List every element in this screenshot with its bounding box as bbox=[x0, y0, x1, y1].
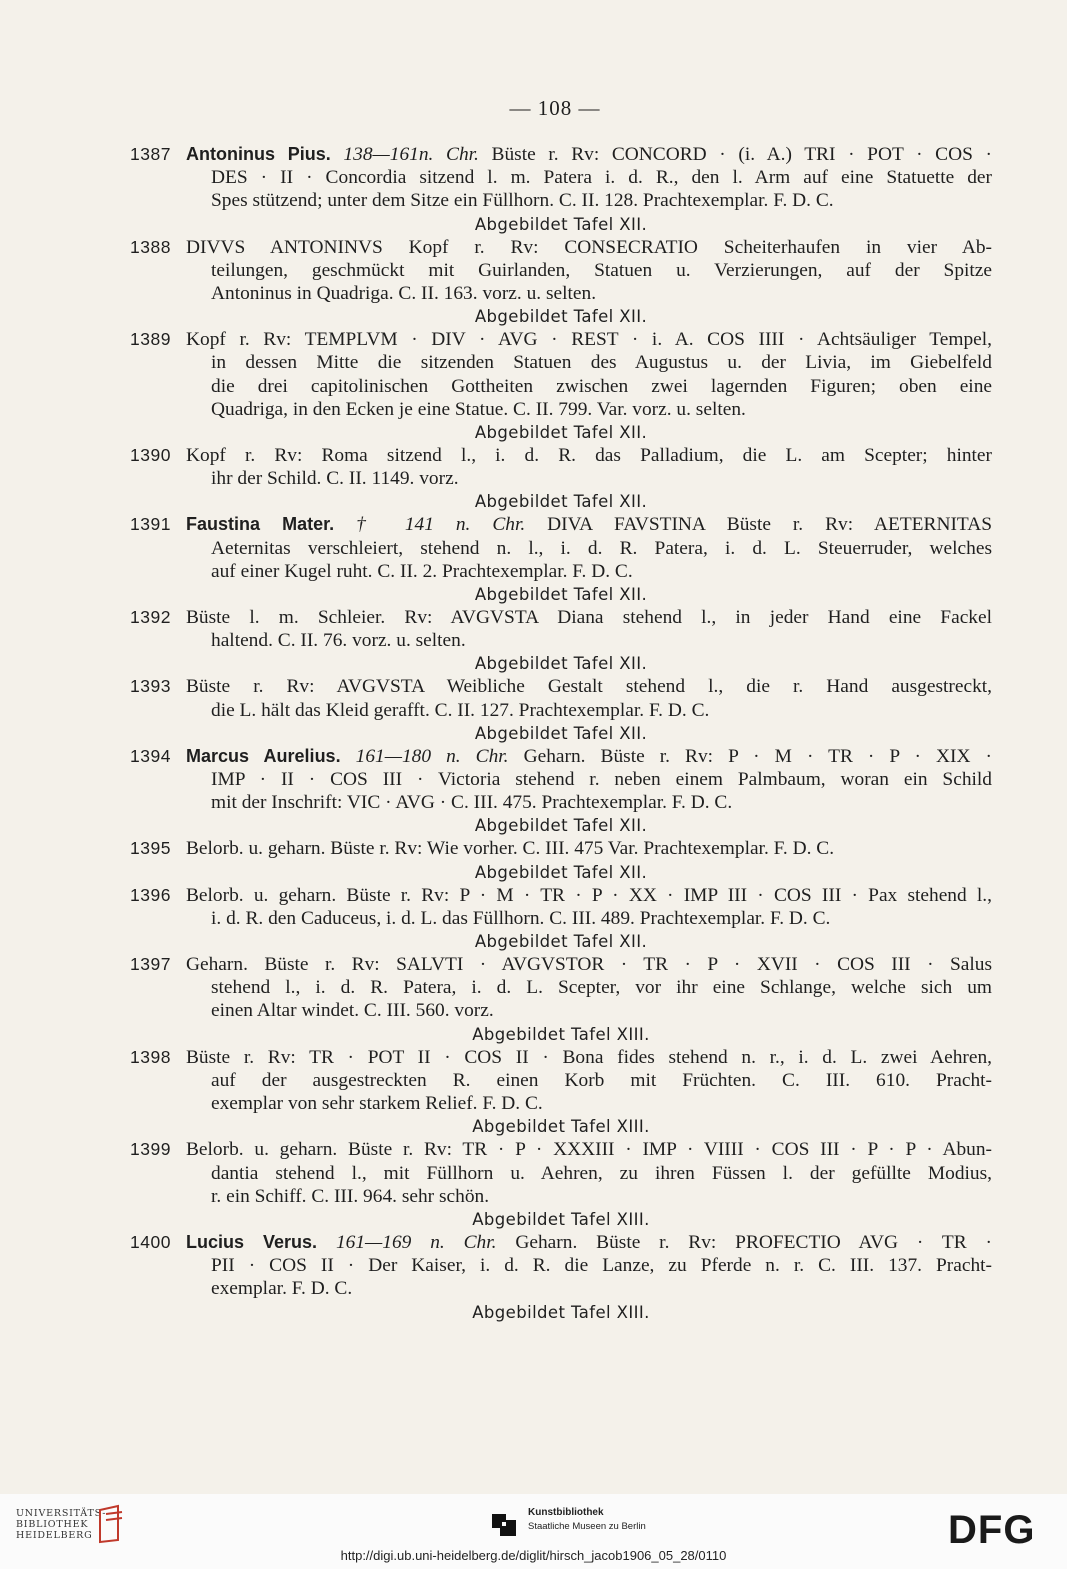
kb-subtitle: Staatliche Museen zu Berlin bbox=[528, 1521, 646, 1532]
entry-line: exemplar von sehr starkem Relief. F. D. C. bbox=[211, 1093, 543, 1115]
entry-line: DIVVS ANTONINVS Kopf r. Rv: CONSECRATIO Scheiterhaufen in vier Ab- bbox=[186, 236, 992, 258]
entry-line: ihr der Schild. C. II. 1149. vorz. bbox=[211, 468, 459, 490]
entry-line bbox=[186, 143, 992, 166]
plate-reference: Abgebildet Tafel XIII. bbox=[472, 1117, 650, 1137]
entry-number: 1395 bbox=[130, 838, 171, 859]
entry-number: 1392 bbox=[130, 607, 171, 628]
entry-line bbox=[186, 1231, 992, 1254]
entry-number: 1388 bbox=[130, 236, 171, 257]
plate-reference: Abgebildet Tafel XII. bbox=[474, 816, 648, 836]
entry-text: Geharn. Büste r. Rv: PROFECTIO AVG · TR · bbox=[515, 1231, 992, 1253]
catalogue-entry bbox=[130, 513, 992, 606]
heidelberg-library-logo[interactable] bbox=[16, 1508, 106, 1541]
entry-number: 1391 bbox=[130, 514, 171, 535]
entry-line: auf der ausgestreckten R. einen Korb mit Früchten. C. III. 610. Pracht- bbox=[211, 1069, 992, 1091]
entry-number: 1396 bbox=[130, 884, 171, 905]
footer-bar bbox=[0, 1494, 1067, 1569]
catalogue-text bbox=[130, 143, 992, 1324]
entry-number: 1398 bbox=[130, 1046, 171, 1067]
ruler-name: Lucius Verus. bbox=[186, 1231, 318, 1252]
entry-number: 1393 bbox=[130, 676, 171, 697]
entry-line: Belorb. u. geharn. Büste r. Rv: Wie vorher. C. III. 475 Var. Prachtexemplar. F. D. C. bbox=[186, 838, 835, 860]
plate-reference: Abgebildet Tafel XII. bbox=[474, 654, 648, 674]
catalogue-entry bbox=[130, 675, 992, 744]
entry-line bbox=[186, 745, 992, 768]
plate-reference: Abgebildet Tafel XII. bbox=[474, 862, 648, 882]
entry-number: 1397 bbox=[130, 954, 171, 975]
entry-line: Quadriga, in den Ecken je eine Statue. C. II. 799. Var. vorz. u. selten. bbox=[211, 398, 746, 420]
entry-line: in dessen Mitte die sitzenden Statuen des Augustus u. der Livia, im Giebelfeld bbox=[211, 352, 992, 374]
entry-line bbox=[186, 513, 992, 536]
plate-reference: Abgebildet Tafel XIII. bbox=[472, 1024, 650, 1044]
ruler-name: Antoninus Pius. bbox=[186, 144, 331, 164]
entry-line: auf einer Kugel ruht. C. II. 2. Prachtexemplar. F. D. C. bbox=[211, 560, 633, 582]
entry-line: r. ein Schiff. C. III. 964. sehr schön. bbox=[211, 1185, 490, 1207]
catalogue-entry bbox=[130, 884, 992, 953]
plate-reference: Abgebildet Tafel XII. bbox=[474, 307, 648, 327]
logo-text: UNIVERSITÄTS- bbox=[16, 1508, 107, 1519]
ruler-date: 161—180 n. Chr. bbox=[355, 745, 509, 767]
entry-line: DES · II · Concordia sitzend l. m. Patera i. d. R., den l. Arm auf eine Statuette der bbox=[211, 167, 992, 189]
entry-text: Geharn. Büste r. Rv: P · M · TR · P · XIX · bbox=[523, 745, 992, 767]
catalogue-entry bbox=[130, 837, 992, 883]
entry-number: 1394 bbox=[130, 745, 171, 766]
ruler-name: Faustina Mater. bbox=[186, 514, 335, 535]
entry-line: haltend. C. II. 76. vorz. u. selten. bbox=[211, 630, 466, 652]
page-number: — 108 — bbox=[509, 96, 601, 120]
entry-text: DIVA FAVSTINA Büste r. Rv: AETERNITAS bbox=[547, 514, 992, 536]
catalogue-entry bbox=[130, 1138, 992, 1231]
entry-line: Aeternitas verschleiert, stehend n. l., i. d. R. Patera, i. d. L. Steuerruder, welches bbox=[211, 537, 992, 559]
entry-line: die drei capitolinischen Gottheiten zwischen zwei lagernden Figuren; oben eine bbox=[211, 375, 992, 397]
source-url-link[interactable]: http://digi.ub.uni-heidelberg.de/diglit/hirsch_jacob1906_05_28/0110 bbox=[340, 1548, 727, 1563]
logo-text: HEIDELBERG bbox=[16, 1530, 93, 1541]
entry-number: 1387 bbox=[130, 144, 171, 164]
entry-line: Büste r. Rv: TR · POT II · COS II · Bona fides stehend n. r., i. d. L. zwei Aehren, bbox=[186, 1046, 992, 1068]
catalogue-entry bbox=[130, 606, 992, 675]
kunstbibliothek-icon bbox=[490, 1508, 520, 1538]
plate-reference: Abgebildet Tafel XIII. bbox=[472, 1302, 650, 1322]
plate-reference: Abgebildet Tafel XII. bbox=[474, 423, 648, 443]
entry-text: Büste r. Rv: CONCORD · (i. A.) TRI · POT · COS · bbox=[491, 144, 992, 165]
entry-number: 1400 bbox=[130, 1231, 171, 1252]
dfg-logo[interactable]: DFG bbox=[948, 1508, 1036, 1552]
entry-line: mit der Inschrift: VIC · AVG · C. III. 475. Prachtexemplar. F. D. C. bbox=[211, 792, 733, 814]
ruler-date: 161—169 n. Chr. bbox=[335, 1231, 497, 1253]
catalogue-entry bbox=[130, 1231, 992, 1324]
entry-line: Belorb. u. geharn. Büste r. Rv: TR · P · XXXIII · IMP · VIIII · COS III · P · P · Abun- bbox=[186, 1139, 992, 1161]
plate-reference: Abgebildet Tafel XII. bbox=[474, 214, 648, 234]
catalogue-entry bbox=[130, 953, 992, 1046]
ruler-name: Marcus Aurelius. bbox=[186, 745, 341, 766]
entry-number: 1389 bbox=[130, 329, 171, 350]
entry-line: Kopf r. Rv: TEMPLVM · DIV · AVG · REST · i. A. COS IIII · Achtsäuliger Tempel, bbox=[186, 329, 992, 351]
entry-line: Büste l. m. Schleier. Rv: AVGVSTA Diana stehend l., in jeder Hand eine Fackel bbox=[186, 607, 992, 629]
plate-reference: Abgebildet Tafel XII. bbox=[474, 723, 648, 743]
entry-line: IMP · II · COS III · Victoria stehend r. neben einem Palmbaum, woran ein Schild bbox=[211, 769, 992, 791]
entry-number: 1399 bbox=[130, 1139, 171, 1160]
entry-line: die L. hält das Kleid gerafft. C. II. 127. Prachtexemplar. F. D. C. bbox=[211, 699, 710, 721]
plate-reference: Abgebildet Tafel XII. bbox=[474, 492, 648, 512]
logo-text: BIBLIOTHEK bbox=[16, 1519, 89, 1530]
entry-line: dantia stehend l., mit Füllhorn u. Aehren, zu ihren Füssen l. der gefüllte Modius, bbox=[211, 1162, 992, 1184]
plate-reference: Abgebildet Tafel XII. bbox=[474, 932, 648, 952]
entry-line: exemplar. F. D. C. bbox=[211, 1278, 353, 1300]
entry-line: PII · COS II · Der Kaiser, i. d. R. die Lanze, zu Pferde n. r. C. III. 137. Pracht- bbox=[211, 1255, 992, 1277]
catalogue-entry bbox=[130, 328, 992, 444]
ruler-date: 138—161n. Chr. bbox=[343, 144, 479, 165]
entry-line: einen Altar windet. C. III. 560. vorz. bbox=[211, 1000, 494, 1022]
entry-line: i. d. R. den Caduceus, i. d. L. das Füllhorn. C. III. 489. Prachtexemplar. F. D. C. bbox=[211, 907, 831, 929]
entry-line: Büste r. Rv: AVGVSTA Weibliche Gestalt stehend l., die r. Hand ausgestreckt, bbox=[186, 676, 992, 698]
plate-reference: Abgebildet Tafel XII. bbox=[474, 585, 648, 605]
catalogue-entry bbox=[130, 745, 992, 838]
entry-line: Spes stützend; unter dem Sitze ein Füllhorn. C. II. 128. Prachtexemplar. F. D. C. bbox=[211, 190, 834, 212]
entry-line: Geharn. Büste r. Rv: SALVTI · AVGVSTOR · TR · P · XVII · COS III · Salus bbox=[186, 954, 992, 976]
entry-line: Antoninus in Quadriga. C. II. 163. vorz. u. selten. bbox=[211, 283, 597, 305]
catalogue-entry bbox=[130, 143, 992, 236]
catalogue-entry bbox=[130, 236, 992, 329]
ruler-date: † 141 n. Chr. bbox=[356, 514, 526, 536]
plate-reference: Abgebildet Tafel XIII. bbox=[472, 1209, 650, 1229]
entry-line: stehend l., i. d. R. Patera, i. d. L. Scepter, vor ihr eine Schlange, welche sich um bbox=[211, 977, 992, 999]
catalogue-entry bbox=[130, 1046, 992, 1139]
catalogue-entry bbox=[130, 444, 992, 513]
entry-line: Belorb. u. geharn. Büste r. Rv: P · M · TR · P · XX · IMP III · COS III · Pax stehend l., bbox=[186, 884, 992, 906]
library-emblem-icon bbox=[96, 1504, 126, 1544]
entry-line: Kopf r. Rv: Roma sitzend l., i. d. R. das Palladium, die L. am Scepter; hinter bbox=[186, 445, 992, 467]
entry-number: 1390 bbox=[130, 445, 171, 466]
kb-title: Kunstbibliothek bbox=[528, 1507, 604, 1518]
entry-line: teilungen, geschmückt mit Guirlanden, Statuen u. Verzierungen, auf der Spitze bbox=[211, 259, 992, 281]
